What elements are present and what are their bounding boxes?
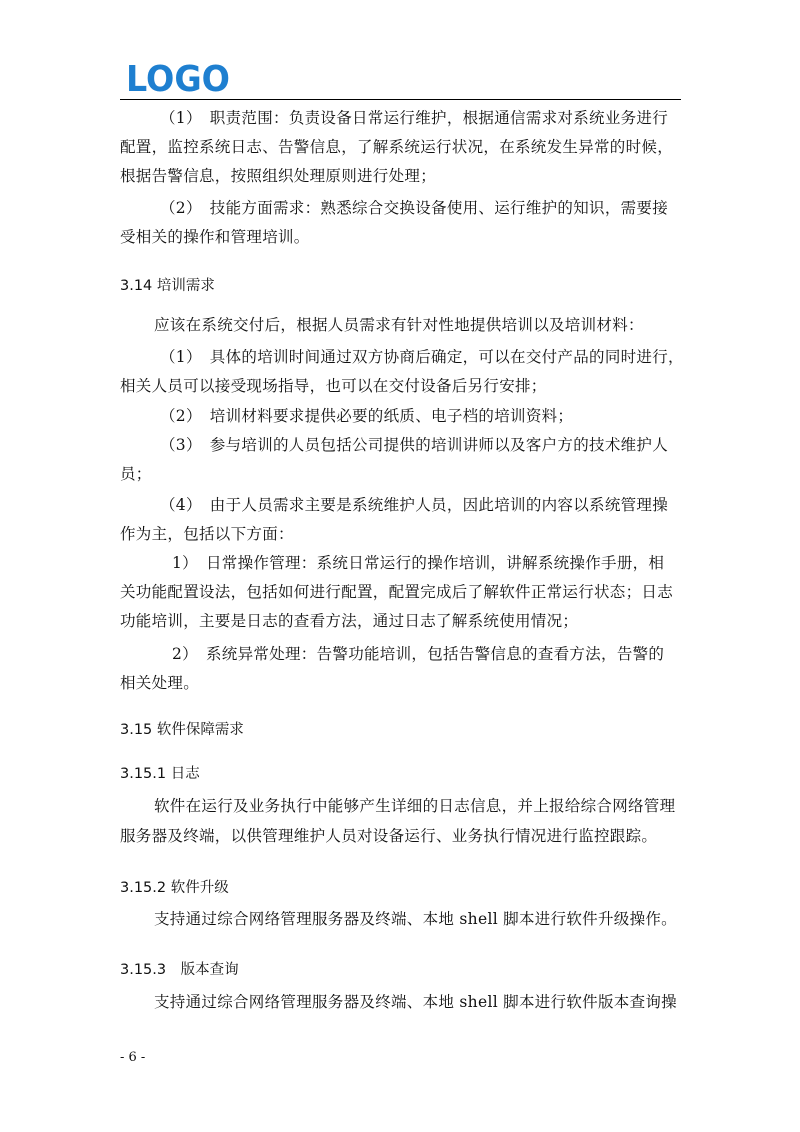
paragraph-line: （1） 职责范围：负责设备日常运行维护，根据通信需求对系统业务进行 [160, 109, 669, 127]
paragraph-line: （2） 培训材料要求提供必要的纸质、电子档的培训资料； [160, 407, 574, 425]
paragraph-line: 支持通过综合网络管理服务器及终端、本地 shell 脚本进行软件版本查询操 [154, 993, 677, 1011]
logo-text: LOGO [126, 62, 230, 94]
paragraph-line: 服务器及终端，以供管理维护人员对设备运行、业务执行情况进行监控跟踪。 [120, 827, 658, 845]
section-heading: 3.15.1 日志 [120, 766, 200, 782]
paragraph-line: 关功能配置设法，包括如何进行配置，配置完成后了解软件正常运行状态；日志 [120, 583, 674, 601]
paragraph-line: 员； [120, 465, 152, 483]
section-heading: 3.15.2 软件升级 [120, 880, 229, 896]
section-heading: 3.15 软件保障需求 [120, 722, 244, 738]
paragraph-line: 配置，监控系统日志、告警信息，了解系统运行状况，在系统发生异常的时候， [120, 138, 674, 156]
company-logo [126, 62, 230, 94]
paragraph-line: 软件在运行及业务执行中能够产生详细的日志信息，并上报给综合网络管理 [154, 797, 676, 815]
paragraph-line: （2） 技能方面需求：熟悉综合交换设备使用、运行维护的知识，需要接 [160, 199, 669, 217]
header-rule [120, 99, 681, 100]
paragraph-line: 1） 日常操作管理：系统日常运行的操作培训，讲解系统操作手册，相 [172, 554, 665, 572]
paragraph-line: （4） 由于人员需求主要是系统维护人员，因此培训的内容以系统管理操 [160, 496, 669, 514]
paragraph-line: 相关人员可以接受现场指导，也可以在交付设备后另行安排； [120, 377, 547, 395]
paragraph-line: 相关处理。 [120, 674, 200, 692]
section-heading: 3.15.3 版本查询 [120, 962, 239, 978]
paragraph-line: 应该在系统交付后，根据人员需求有针对性地提供培训以及培训材料： [154, 316, 644, 334]
page-number: - 6 - [120, 1050, 146, 1065]
paragraph-line: 支持通过综合网络管理服务器及终端、本地 shell 脚本进行软件升级操作。 [154, 910, 677, 928]
paragraph-line: 受相关的操作和管理培训。 [120, 228, 310, 246]
paragraph-line: 根据告警信息，按照组织处理原则进行处理； [120, 167, 437, 185]
paragraph-line: 功能培训，主要是日志的查看方法，通过日志了解系统使用情况； [120, 612, 579, 630]
paragraph-line: 作为主，包括以下方面： [120, 525, 294, 543]
paragraph-line: 2） 系统异常处理：告警功能培训，包括告警信息的查看方法，告警的 [172, 645, 665, 663]
paragraph-line: （1） 具体的培训时间通过双方协商后确定，可以在交付产品的同时进行， [160, 348, 684, 366]
section-heading: 3.14 培训需求 [120, 278, 215, 294]
paragraph-line: （3） 参与培训的人员包括公司提供的培训讲师以及客户方的技术维护人 [160, 436, 669, 454]
